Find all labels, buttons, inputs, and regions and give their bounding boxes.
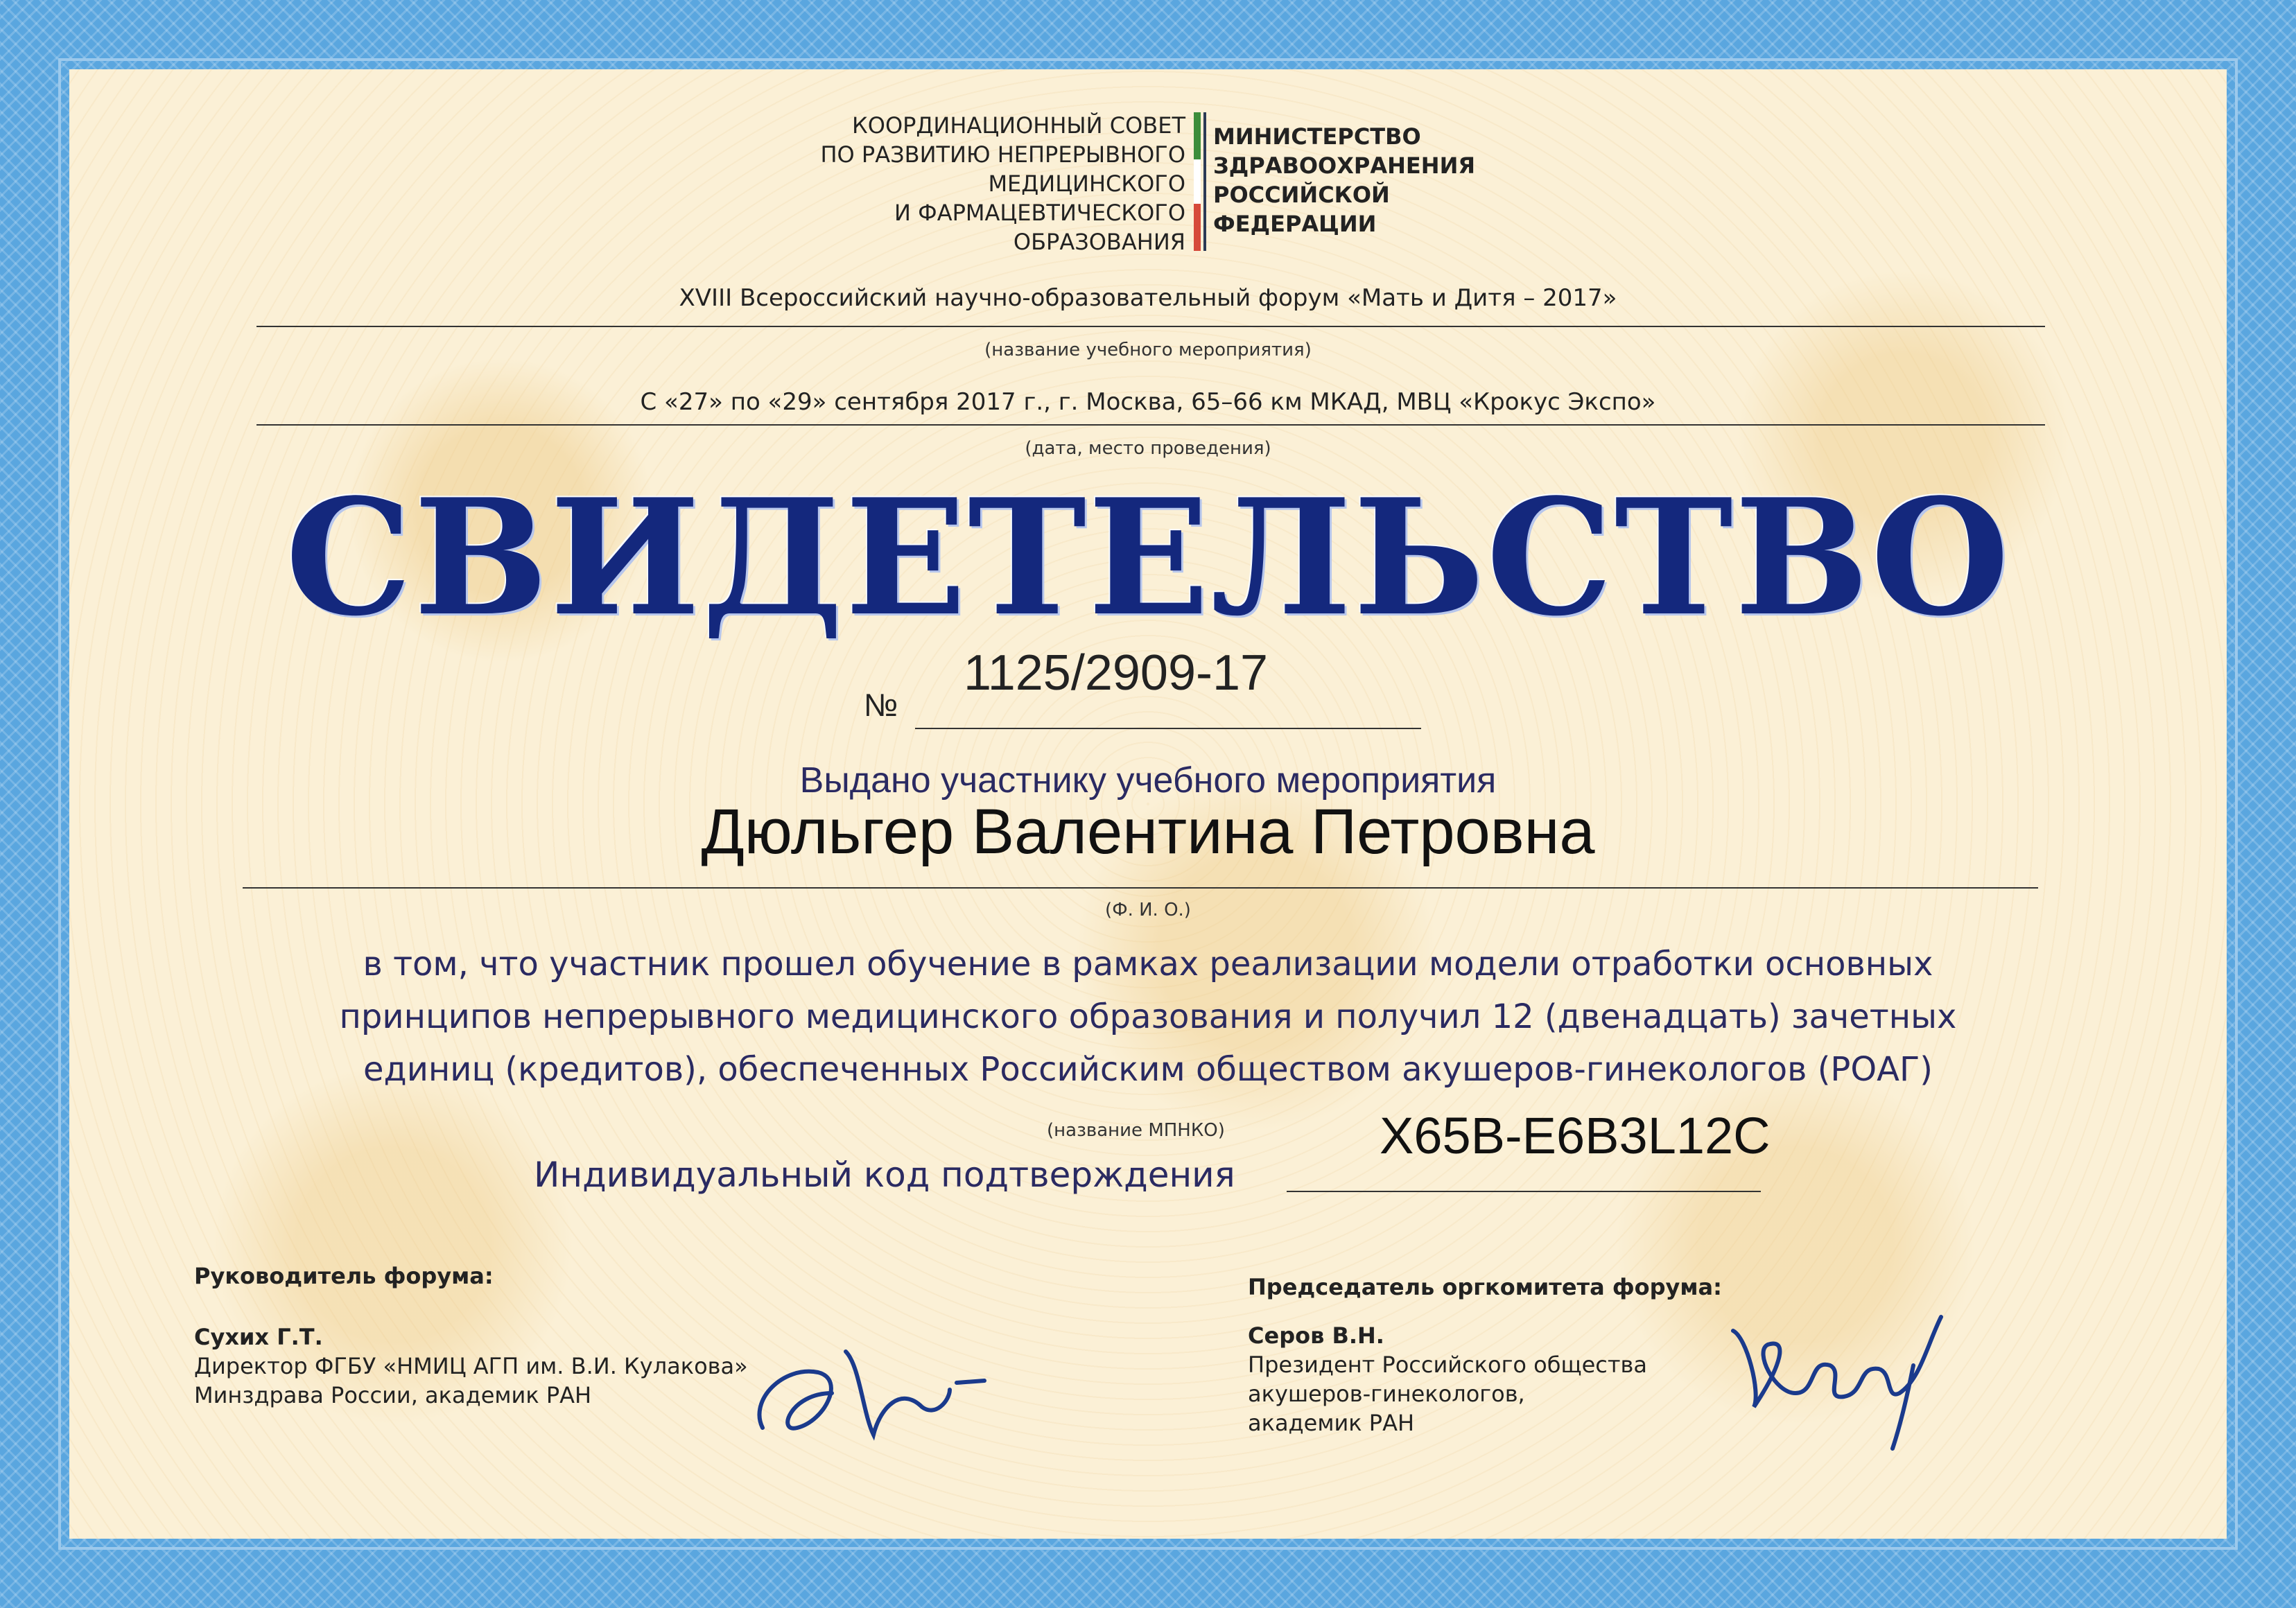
date-place-caption: (дата, место проведения) bbox=[1025, 438, 1271, 459]
right-signature-heading: Председатель оргкомитета форума: bbox=[1248, 1274, 1722, 1300]
certificate-number: 1125/2909-17 bbox=[964, 645, 1269, 701]
right-signer-name: Серов В.Н. bbox=[1248, 1322, 1384, 1349]
code-label: Индивидуальный код подтверждения bbox=[534, 1155, 1235, 1195]
body-line: единиц (кредитов), обеспеченных Российским обществом акушеров-гинекологов (РОАГ) bbox=[363, 1050, 1933, 1089]
issued-to-label: Выдано участнику учебного мероприятия bbox=[799, 760, 1497, 801]
council-line: ОБРАЗОВАНИЯ bbox=[1013, 229, 1185, 255]
ministry-name bbox=[1213, 122, 1574, 238]
number-rule bbox=[915, 728, 1421, 729]
participant-name-caption: (Ф. И. О.) bbox=[1105, 900, 1191, 920]
right-signature-image bbox=[1719, 1289, 1955, 1456]
council-name bbox=[693, 111, 1185, 256]
event-name-rule bbox=[256, 326, 2045, 327]
date-place-rule bbox=[256, 424, 2045, 426]
left-signer-position: Директор ФГБУ «НМИЦ АГП им. В.И. Кулакова» bbox=[194, 1353, 748, 1379]
council-line: ПО РАЗВИТИЮ НЕПРЕРЫВНОГО bbox=[820, 141, 1185, 168]
divider bbox=[1203, 112, 1206, 251]
event-name: XVIII Всероссийский научно-образовательный форум «Мать и Дитя – 2017» bbox=[679, 284, 1617, 312]
left-signature-block bbox=[194, 1261, 748, 1410]
ministry-line: ФЕДЕРАЦИИ bbox=[1213, 211, 1377, 237]
ministry-line: ЗДРАВООХРАНЕНИЯ bbox=[1213, 152, 1475, 179]
mpnko-caption: (название МПНКО) bbox=[1047, 1120, 1225, 1141]
right-signer-position: Президент Российского общества bbox=[1248, 1352, 1647, 1378]
left-signer-name: Сухих Г.Т. bbox=[194, 1324, 323, 1350]
participant-name: Дюльгер Валентина Петровна bbox=[701, 796, 1595, 867]
council-line: И ФАРМАЦЕВТИЧЕСКОГО bbox=[894, 200, 1185, 226]
ministry-line: РОССИЙСКОЙ bbox=[1213, 182, 1390, 208]
event-name-caption: (название учебного мероприятия) bbox=[984, 340, 1312, 360]
ministry-line: МИНИСТЕРСТВО bbox=[1213, 123, 1421, 150]
certificate-title: СВИДЕТЕЛЬСТВО bbox=[285, 464, 2011, 652]
left-signature-image bbox=[742, 1324, 991, 1462]
body-line: в том, что участник прошел обучение в рамках реализации модели отработки основных bbox=[363, 945, 1933, 984]
body-line: принципов непрерывного медицинского образования и получил 12 (двенадцать) зачетных bbox=[339, 997, 1957, 1036]
right-signature-block bbox=[1248, 1273, 1722, 1437]
left-signature-heading: Руководитель форума: bbox=[194, 1263, 494, 1289]
left-signer-position: Минздрава России, академик РАН bbox=[194, 1382, 592, 1408]
right-signer-position: академик РАН bbox=[1248, 1410, 1415, 1436]
confirmation-code: X65B-E6B3L12C bbox=[1380, 1107, 1771, 1164]
participant-name-rule bbox=[243, 887, 2038, 889]
code-rule bbox=[1287, 1191, 1761, 1192]
council-line: МЕДИЦИНСКОГО bbox=[988, 171, 1185, 197]
flag-stripe bbox=[1194, 112, 1201, 251]
right-signer-position: акушеров-гинекологов, bbox=[1248, 1381, 1525, 1407]
number-sign: № bbox=[864, 687, 898, 723]
council-line: КООРДИНАЦИОННЫЙ СОВЕТ bbox=[852, 112, 1185, 139]
event-date-place: С «27» по «29» сентября 2017 г., г. Москва, 65–66 км МКАД, МВЦ «Крокус Экспо» bbox=[640, 388, 1656, 416]
